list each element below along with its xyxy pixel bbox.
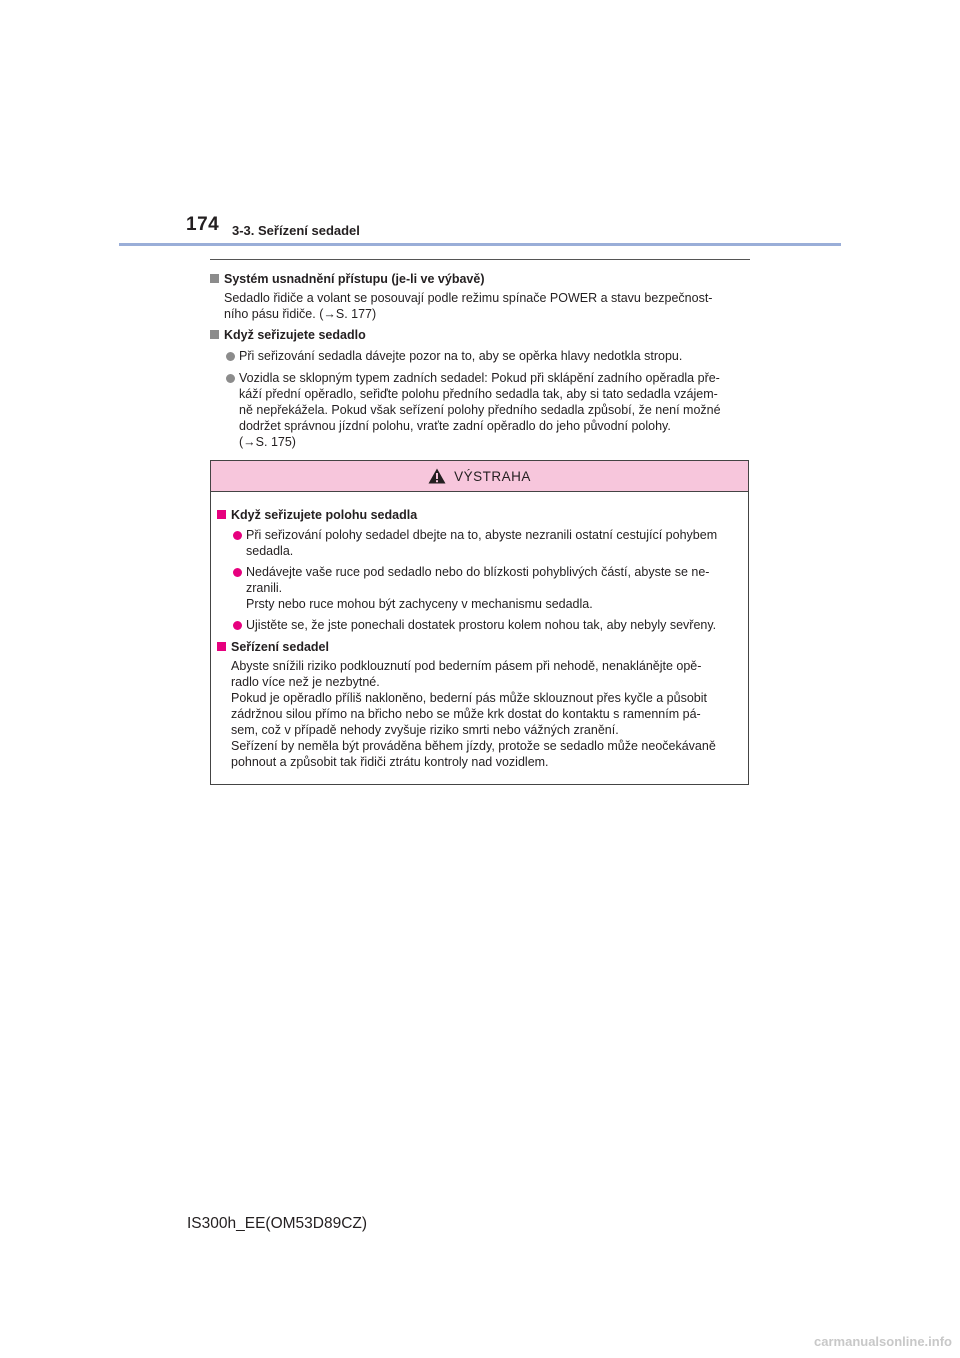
document-code: IS300h_EE(OM53D89CZ) [187,1215,368,1232]
watermark: carmanualsonline.info [814,1334,952,1349]
heading-adjusting-seat [210,326,750,344]
page-reference: S. 177) [335,307,377,321]
warning-title: VÝSTRAHA [454,468,531,484]
heading-text: Když seřizujete polohu sedadla [231,508,418,522]
warning-header [211,461,748,492]
square-bullet-icon [210,274,219,283]
bullet-text: Při seřizování polohy sedadel dbejte na to, abyste nezranili ostatní cestující pohybem sedadla. [246,528,718,558]
main-content [210,268,750,456]
round-bullet-icon [233,621,242,630]
heading-text: Když seřizujete sedadlo [224,328,366,342]
bullet-text: Nedávejte vaše ruce pod sedadlo nebo do blízkosti pohyblivých částí, abyste se ne- zranili. Prsty nebo ruce mohou být zachyceny v mechanismu sedadla. [246,565,710,611]
warning-heading-seat-position [217,506,742,524]
heading-text: Seřízení sedadel [231,640,329,654]
top-rule [210,259,750,260]
warning-heading-seat-adjustment [217,638,742,656]
round-bullet-icon [233,531,242,540]
warning-content [211,492,748,770]
section-title: 3-3. Seřízení sedadel [232,223,360,238]
round-bullet-icon [226,352,235,361]
warning-triangle-icon [428,468,446,484]
bullet-text: Při seřizování sedadla dávejte pozor na to, aby se opěrka hlavy nedotkla stropu. [239,349,683,363]
square-bullet-icon [217,510,226,519]
arrow-icon: → [323,307,336,321]
page-number: 174 [186,214,220,235]
list-item [217,617,742,633]
page-reference: S. 175) [255,435,296,449]
round-bullet-icon [226,374,235,383]
warning-box [210,460,749,785]
square-bullet-icon [210,330,219,339]
paragraph-text: Sedadlo řidiče a volant se posouvají podle režimu spínače POWER a stavu bezpečnost- ního pásu řidiče. ( [224,291,713,321]
bullet-text: Ujistěte se, že jste ponechali dostatek prostoru kolem nohou tak, aby nebyly sevřeny. [246,618,717,632]
list-item [217,564,742,612]
list-item [217,527,742,559]
arrow-icon: → [243,435,256,449]
heading-easy-access [210,270,750,288]
list-item [210,348,750,364]
heading-text: Systém usnadnění přístupu (je-li ve výbavě) [224,272,485,286]
paragraph-easy-access [210,290,750,322]
warning-paragraph: Abyste snížili riziko podklouznutí pod bederním pásem při nehodě, nenaklánějte opě- radlo více než je nezbytné. Pokud je opěradlo příliš nakloněno, bederní pás může sklouznout přes kyčle a působit zádržnou silou přímo na břicho nebo se může krk dostat do kontaktu s ramenním pá- sem, což v případě nehody zvyšuje riziko smrti nebo vážných zranění. Seřízení by neměla být prováděna během jízdy, protože se sedadlo může neočekávaně pohnout a způsobit tak řidiči ztrátu kontroly nad vozidlem. [231,659,716,769]
bullet-text: Vozidla se sklopným typem zadních sedadel: Pokud při sklápění zadního opěradla pře- káží přední opěradlo, seřiďte polohu předního sedadla tak, aby si tato sedadla vzájem- ně nepřekážela. Pokud však seřízení polohy předního sedadla způsobí, že není možné dodržet správnou jízdní polohu, vraťte zadní opěradlo do jeho původní polohy. ( [239,371,721,449]
list-item [210,370,750,450]
header-rule [119,243,841,246]
square-bullet-icon [217,642,226,651]
round-bullet-icon [233,568,242,577]
